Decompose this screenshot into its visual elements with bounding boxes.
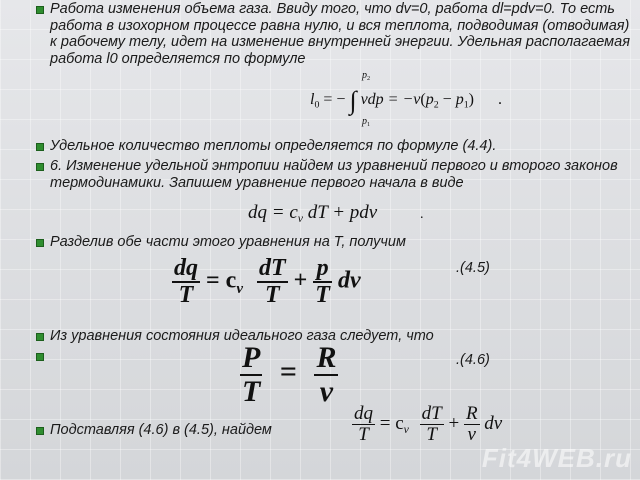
bullet-2 — [36, 143, 44, 151]
equation-l0-integral: $l_0$ = − ∫ $\nu dp = -\nu(p_2 - p_1)$ . — [310, 86, 502, 115]
equation-4-5: $\frac{dq}{T}$ = $c_v$ $\frac{dT}{T}$ + $\frac{p}{T}$ dν — [174, 255, 361, 309]
equation-4-6: $\frac{P}{T}$ = $\frac{R}{\nu}$ — [242, 341, 337, 408]
bullet-4 — [36, 239, 44, 247]
paragraph-heat-quantity: Удельное количество теплоты определяется по формуле (4.4). — [50, 138, 497, 154]
bullet-3 — [36, 163, 44, 171]
bullet-6 — [36, 353, 44, 361]
watermark: Fit4WEB.ru — [481, 443, 632, 473]
equation-label-4-5: .(4.5) — [456, 260, 490, 276]
equation-label-4-6: .(4.6) — [456, 352, 490, 368]
integral-lower-limit: $p_1$ — [362, 116, 371, 129]
paragraph-divide-by-T: Разделив обе части этого уравнения на Т, получим — [50, 234, 406, 250]
paragraph-substitute: Подставляя (4.6) в (4.5), найдем — [50, 422, 272, 438]
bullet-5 — [36, 333, 44, 341]
paragraph-work-volume-change: Работа изменения объема газа. Ввиду того, что dv=0, работа dl=pdv=0. То есть работа в изохорном процессе равна нулю, и вся теплота, подводимая (отводимая) к рабочему телу, идет на изменение внутренней энергии. Удельная располагаемая работа l0 определяется по формуле — [50, 1, 630, 67]
integral-upper-limit: $p_2$ — [362, 70, 371, 83]
paragraph-entropy-change: 6. Изменение удельной энтропии найдем из уравнений первого и второго законов термодинамики. Запишем уравнение первого начала в виде — [50, 158, 618, 191]
paragraph-ideal-gas: Из уравнения состояния идеального газа следует, что — [50, 328, 434, 344]
equation-entropy-result: $\frac{dq}{T}$ = $c_v$ $\frac{dT}{T}$ + $\frac{R}{\nu}$ dν — [354, 403, 503, 445]
equation-first-law: dq = $c_v$ dT + pdν . — [248, 202, 424, 226]
bullet-1 — [36, 6, 44, 14]
bullet-7 — [36, 427, 44, 435]
